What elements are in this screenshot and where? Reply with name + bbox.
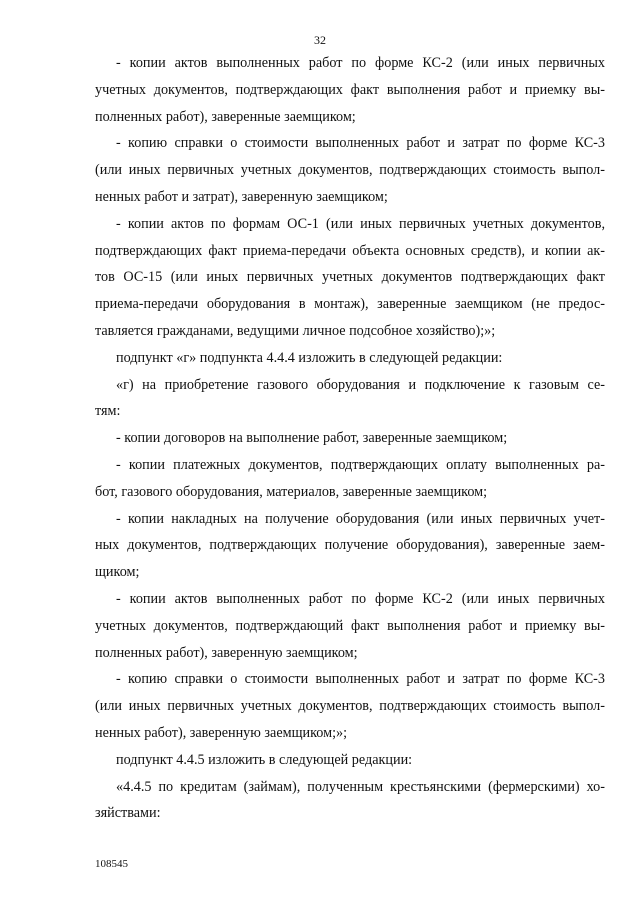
text-line: подтверждающих факт приема-передачи объекта основных средств), и копии ак- [95, 242, 605, 259]
text-line: (или иных первичных учетных документов, подтверждающих стоимость выпол- [95, 162, 605, 179]
text-line: приема-передачи оборудования в монтаж), заверенные заемщиком (не предос- [95, 296, 605, 313]
text-line: ненных работ), заверенную заемщиком;»; [95, 724, 348, 741]
text-line: учетных документов, подтверждающих факт выполнения работ и приемку вы- [95, 81, 605, 98]
text-line: - копии актов выполненных работ по форме КС-2 (или иных первичных [116, 590, 605, 607]
text-line: - копии актов по формам ОС-1 (или иных первичных учетных документов, [116, 215, 605, 232]
page-number: 32 [314, 33, 326, 47]
text-line: полненных работ), заверенную заемщиком; [95, 644, 358, 661]
text-line: ных документов, подтверждающих получение оборудования), заверенные заем- [95, 537, 605, 554]
text-line: - копии платежных документов, подтверждающих оплату выполненных ра- [116, 456, 605, 473]
text-line: тов ОС-15 (или иных первичных учетных документов подтверждающих факт [95, 269, 605, 286]
text-line: - копию справки о стоимости выполненных работ и затрат по форме КС-3 [116, 135, 605, 152]
text-line: - копии актов выполненных работ по форме КС-2 (или иных первичных [116, 55, 605, 71]
document-code: 108545 [95, 858, 128, 870]
text-line: подпункт 4.4.5 изложить в следующей редакции: [116, 751, 413, 768]
text-line: бот, газового оборудования, материалов, заверенные заемщиком; [95, 483, 488, 500]
text-line: «г) на приобретение газового оборудования и подключение к газовым се- [116, 376, 605, 393]
text-line: тавляется гражданами, ведущими личное подсобное хозяйство);»; [95, 322, 496, 339]
text-line: учетных документов, подтверждающий факт выполнения работ и приемку вы- [95, 617, 605, 634]
text-line: - копию справки о стоимости выполненных работ и затрат по форме КС-3 [116, 671, 605, 688]
text-line: (или иных первичных учетных документов, подтверждающих стоимость выпол- [95, 698, 605, 715]
text-line: «4.4.5 по кредитам (займам), полученным крестьянскими (фермерскими) хо- [116, 778, 605, 795]
text-line: зяйствами: [95, 805, 161, 822]
text-line: щиком; [95, 564, 140, 581]
text-line: полненных работ), заверенные заемщиком; [95, 108, 356, 125]
text-line: подпункт «г» подпункта 4.4.4 изложить в следующей редакции: [116, 349, 503, 366]
body-text [95, 50, 605, 827]
text-line: - копии накладных на получение оборудования (или иных первичных учет- [116, 510, 605, 527]
text-line: тям: [95, 403, 121, 420]
text-line: - копии договоров на выполнение работ, заверенные заемщиком; [116, 430, 508, 447]
text-line: ненных работ и затрат), заверенную заемщиком; [95, 188, 388, 205]
